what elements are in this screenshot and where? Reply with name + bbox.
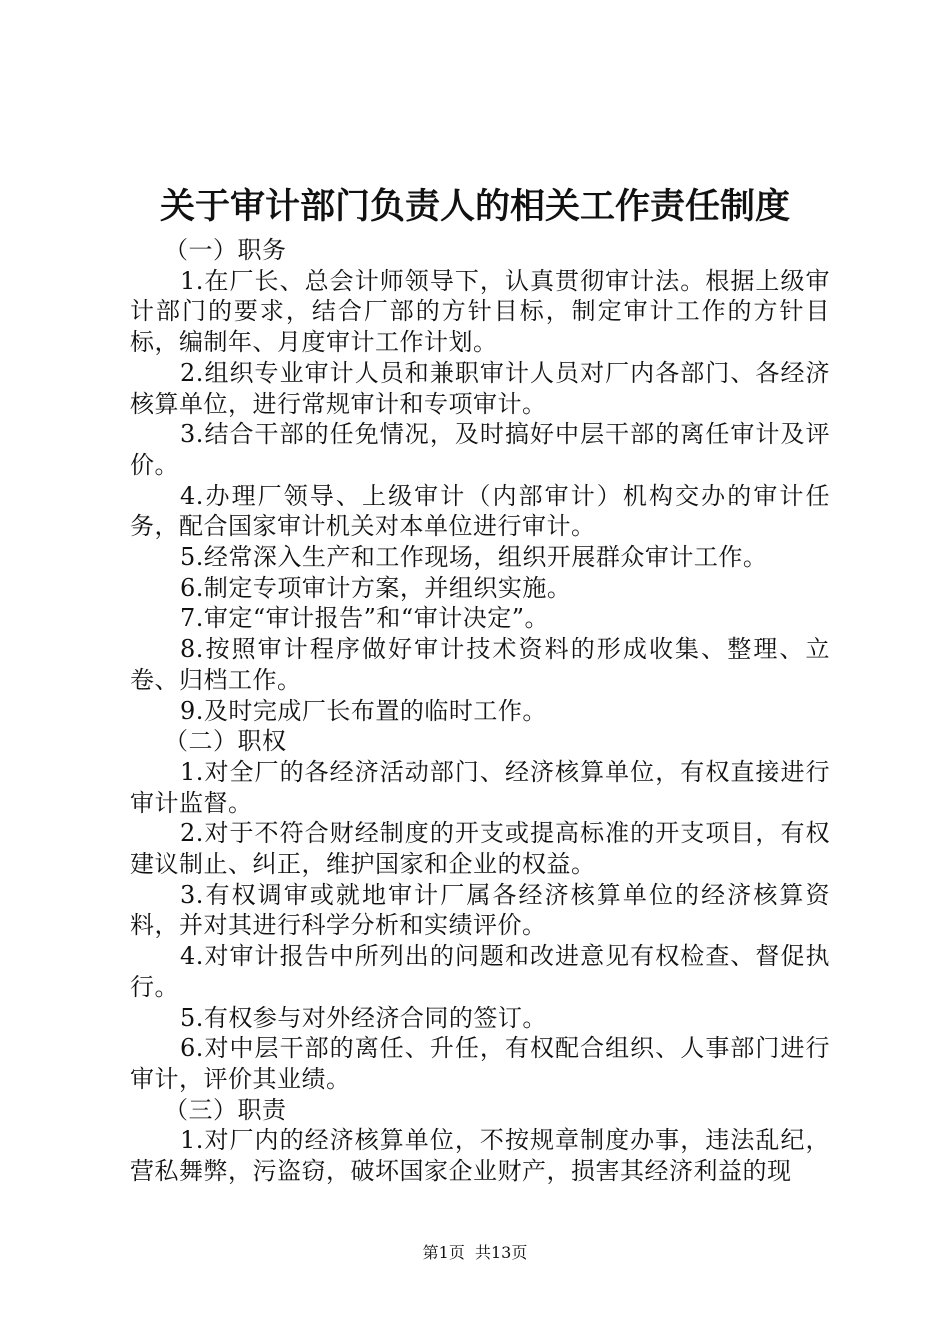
paragraph: 1.在厂长、总会计师领导下，认真贯彻审计法。根据上级审计部门的要求，结合厂部的方针目标，制定审计工作的方针目标，编制年、月度审计工作计划。 xyxy=(130,266,830,357)
document-title: 关于审计部门负责人的相关工作责任制度 xyxy=(159,187,790,227)
paragraph: 1.对全厂的各经济活动部门、经济核算单位，有权直接进行审计监督。 xyxy=(130,757,830,817)
paragraph: 3.有权调审或就地审计厂属各经济核算单位的经济核算资料，并对其进行科学分析和实绩评价。 xyxy=(130,880,830,940)
paragraph: 6.对中层干部的离任、升任，有权配合组织、人事部门进行审计，评价其业绩。 xyxy=(130,1034,830,1093)
section-heading: （一）职务 xyxy=(164,236,287,264)
paragraph: 8.按照审计程序做好审计技术资料的形成收集、整理、立卷、归档工作。 xyxy=(130,635,830,694)
section-responsibilities xyxy=(130,1095,830,1187)
paragraph: 2.组织专业审计人员和兼职审计人员对厂内各部门、各经济核算单位，进行常规审计和专项审计。 xyxy=(130,358,830,418)
paragraph: 2.对于不符合财经制度的开支或提高标准的开支项目，有权建议制止、纠正，维护国家和企业的权益。 xyxy=(130,819,830,879)
page-number-footer: 第1页 共13页 xyxy=(422,1243,528,1262)
section-duties xyxy=(130,235,830,726)
paragraph: 1.对厂内的经济核算单位，不按规章制度办事，违法乱纪，营私舞弊，污盗窃，破坏国家企业财产，损害其经济利益的现 xyxy=(130,1126,830,1186)
section-powers xyxy=(130,726,830,1094)
paragraph: 5.经常深入生产和工作现场，组织开展群众审计工作。 xyxy=(180,543,768,572)
paragraph: 9.及时完成厂长布置的临时工作。 xyxy=(180,696,547,725)
paragraph: 4.办理厂领导、上级审计（内部审计）机构交办的审计任务，配合国家审计机关对本单位进行审计。 xyxy=(130,481,830,541)
paragraph: 7.审定“审计报告”和“审计决定”。 xyxy=(180,604,549,633)
document-body xyxy=(130,235,830,1187)
paragraph: 4.对审计报告中所列出的问题和改进意见有权检查、督促执行。 xyxy=(130,942,830,1001)
section-heading: （三）职责 xyxy=(164,1095,287,1124)
paragraph: 3.结合干部的任免情况，及时搞好中层干部的离任审计及评价。 xyxy=(130,420,830,479)
paragraph: 6.制定专项审计方案，并组织实施。 xyxy=(180,573,572,602)
paragraph: 5.有权参与对外经济合同的签订。 xyxy=(180,1003,547,1032)
section-heading: （二）职权 xyxy=(164,727,287,756)
